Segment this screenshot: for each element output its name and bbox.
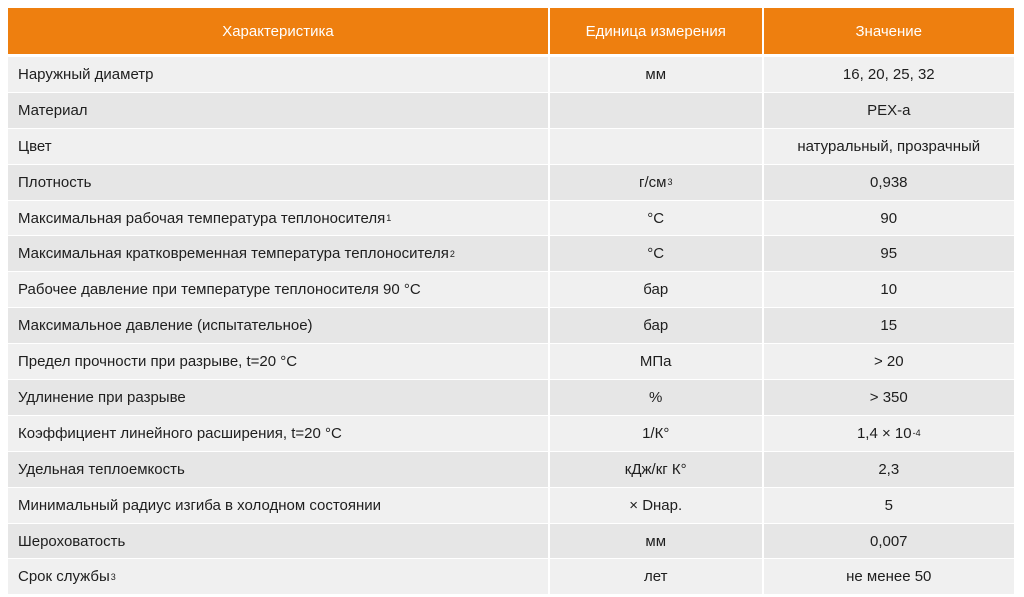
cell-value-text: PEX-a [867,101,911,119]
cell-characteristic-text: Срок службы [18,568,110,586]
cell-unit [550,93,762,128]
cell-characteristic-text: Максимальная кратковременная температура теплоносителя [18,245,449,263]
cell-characteristic-text: Удлинение при разрыве [18,388,186,406]
cell-characteristic [8,416,548,451]
cell-unit [550,308,762,343]
table-row [8,236,1014,272]
cell-value [764,524,1015,559]
cell-unit-text: °C [647,245,665,263]
table-row [8,129,1014,165]
cell-value [764,57,1015,92]
cell-characteristic-text: Рабочее давление при температуре теплоносителя 90 °С [18,281,421,299]
cell-characteristic: Максимальная рабочая температура теплоносителя 1 [8,201,548,236]
cell-unit [550,559,762,594]
cell-value-text: 1,4 × 10 [856,424,912,442]
table-row [8,452,1014,488]
cell-characteristic-text: Максимальная рабочая температура теплоносителя [18,209,386,227]
cell-unit [550,452,762,487]
cell-value-text: 5 [884,496,893,514]
cell-value [764,488,1015,523]
cell-characteristic [8,129,548,164]
cell-characteristic [8,344,548,379]
cell-unit [550,344,762,379]
table-header [8,8,1014,54]
cell-value-text: не менее 50 [846,568,932,586]
table-row [8,488,1014,524]
header-value: Значение [764,8,1015,54]
cell-characteristic: Максимальная кратковременная температура теплоносителя 2 [8,236,548,271]
cell-value [764,201,1015,236]
table-row [8,559,1014,595]
cell-characteristic-text: Максимальное давление (испытательное) [18,317,313,335]
header-unit: Единица измерения [550,8,762,54]
table-row [8,57,1014,93]
cell-unit-text: мм [645,532,667,550]
cell-characteristic [8,93,548,128]
cell-unit [550,524,762,559]
cell-characteristic [8,380,548,415]
cell-unit: г/см 3 [550,165,762,200]
cell-characteristic [8,272,548,307]
table-row [8,93,1014,129]
cell-characteristic-text: Наружный диаметр [18,65,154,83]
cell-value-text: 0,007 [869,532,908,550]
cell-value-text: > 350 [869,388,908,406]
table-row [8,201,1014,237]
table-row [8,308,1014,344]
spec-table [8,8,1014,595]
cell-unit [550,129,762,164]
cell-characteristic [8,57,548,92]
cell-value-text: 90 [880,209,898,227]
cell-value-text: > 20 [873,353,904,371]
cell-value-text: натуральный, прозрачный [797,137,981,155]
cell-unit-text: × Dнар. [629,496,683,514]
cell-unit-text: 1/К° [642,424,670,442]
cell-unit-text: бар [643,281,669,299]
cell-characteristic-text: Коэффициент линейного расширения, t=20 °С [18,424,342,442]
header-characteristic: Характеристика [8,8,548,54]
cell-value-text: 15 [880,317,898,335]
cell-value-text: 16, 20, 25, 32 [842,65,935,83]
table-row [8,416,1014,452]
cell-characteristic: Срок службы 3 [8,559,548,594]
cell-characteristic-text: Шероховатость [18,532,126,550]
table-row [8,165,1014,201]
cell-unit-text: бар [643,317,669,335]
cell-value-text: 0,938 [869,173,908,191]
cell-value [764,129,1015,164]
cell-unit [550,488,762,523]
cell-characteristic [8,308,548,343]
cell-unit [550,272,762,307]
cell-unit-text: % [649,388,663,406]
cell-value [764,452,1015,487]
cell-characteristic-text: Предел прочности при разрыве, t=20 °С [18,353,298,371]
table-row [8,380,1014,416]
cell-characteristic-text: Плотность [18,173,92,191]
cell-unit [550,380,762,415]
cell-value [764,165,1015,200]
cell-unit-text: кДж/кг К° [624,460,687,478]
cell-unit [550,201,762,236]
cell-value [764,380,1015,415]
cell-unit-text: °C [647,209,665,227]
cell-unit [550,57,762,92]
cell-value [764,308,1015,343]
cell-value [764,272,1015,307]
cell-unit [550,416,762,451]
cell-unit-text: г/см [638,173,667,191]
cell-unit-text: лет [643,568,668,586]
cell-characteristic-text: Материал [18,101,88,119]
cell-characteristic-text: Удельная теплоемкость [18,460,185,478]
cell-unit-text: МПа [639,353,672,371]
cell-value: 1,4 × 10 -4 [764,416,1015,451]
cell-value [764,344,1015,379]
cell-value-text: 10 [880,281,898,299]
cell-characteristic [8,165,548,200]
cell-characteristic [8,524,548,559]
cell-value [764,236,1015,271]
table-row [8,272,1014,308]
table-row [8,344,1014,380]
cell-characteristic [8,452,548,487]
cell-unit [550,236,762,271]
table-row [8,524,1014,560]
cell-value-text: 95 [880,245,898,263]
cell-characteristic-text: Минимальный радиус изгиба в холодном состоянии [18,496,382,514]
cell-value [764,93,1015,128]
table-body [8,57,1014,595]
cell-unit-text: мм [645,65,667,83]
cell-characteristic [8,488,548,523]
cell-value-text: 2,3 [878,460,900,478]
cell-value [764,559,1015,594]
cell-characteristic-text: Цвет [18,137,52,155]
